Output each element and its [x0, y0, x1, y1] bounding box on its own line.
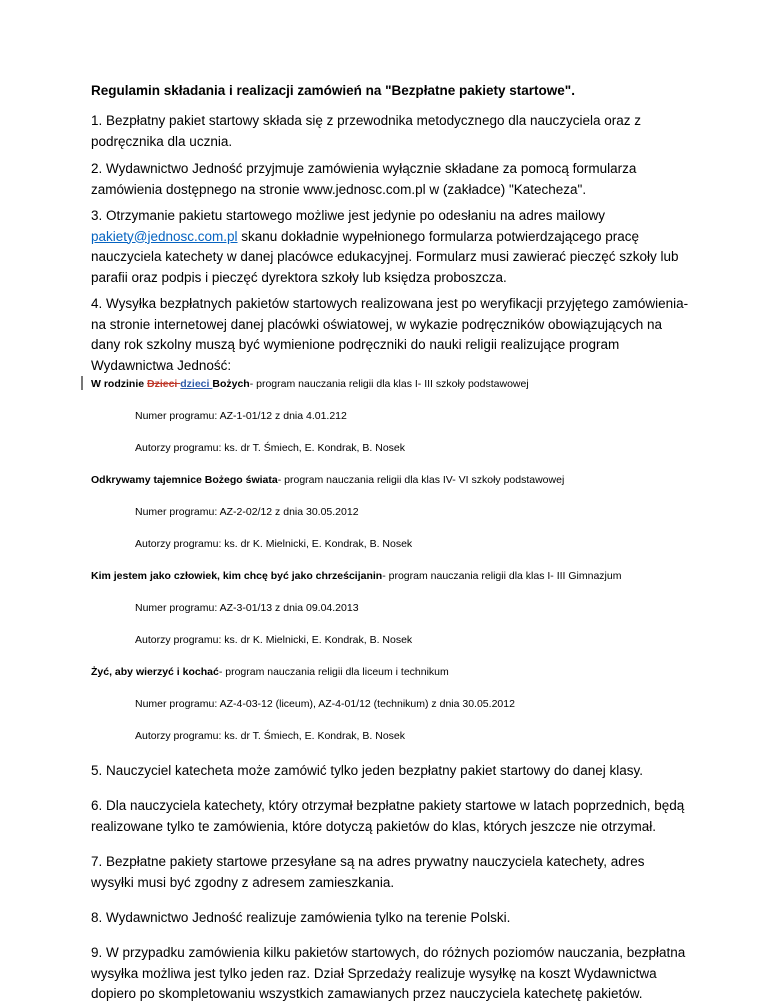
program-4-description: - program nauczania religii dla liceum i technikum: [218, 666, 449, 678]
paragraph-4: 4. Wysyłka bezpłatnych pakietów startowych realizowana jest po weryfikacji przyjętego zamówienia-na stronie internetowej danej placówki oświatowej, w wykazie podręczników obowiązujących na dany rok szkolny muszą być wymienione podręczniki do nauki religii realizujące program Wydawnictwa Jedność:: [91, 296, 689, 373]
program-2-heading: [91, 473, 564, 487]
track-change-bar: [81, 376, 83, 390]
program-2-description: - program nauczania religii dla klas IV- VI szkoły podstawowej: [277, 474, 565, 486]
email-link[interactable]: pakiety@jednosc.com.pl: [91, 228, 238, 244]
program-4-title: Żyć, aby wierzyć i kochać: [91, 666, 219, 678]
program-2-authors: Autorzy programu: ks. dr K. Mielnicki, E. Kondrak, B. Nosek: [135, 538, 413, 550]
paragraph-5: 5. Nauczyciel katecheta może zamówić tylko jeden bezpłatny pakiet startowy do danej klasy.: [91, 763, 644, 778]
program-3-authors: Autorzy programu: ks. dr K. Mielnicki, E. Kondrak, B. Nosek: [135, 634, 413, 646]
program-1-description: - program nauczania religii dla klas I- III szkoły podstawowej: [249, 378, 529, 390]
program-3-title: Kim jestem jako człowiek, kim chcę być jako chrześcijanin: [91, 570, 383, 582]
paragraph-3-text-before: 3. Otrzymanie pakietu startowego możliwe jest jedynie po odesłaniu na adres mailowy: [91, 208, 606, 223]
document-title: Regulamin składania i realizacji zamówień na "Bezpłatne pakiety startowe".: [91, 83, 575, 98]
program-1-title-deleted: Dzieci: [147, 378, 181, 390]
paragraph-6: 6. Dla nauczyciela katechety, który otrzymał bezpłatne pakiety startowe w latach poprzednich, będą realizowane tylko te zamówienia, które dotyczą pakietów do klas, których jeszcze nie otrzymał.: [91, 798, 685, 834]
paragraph-7: 7. Bezpłatne pakiety startowe przesyłane są na adres prywatny nauczyciela katechety, adres wysyłki musi być zgodny z adresem zamieszkania.: [91, 854, 645, 890]
program-4-authors: Autorzy programu: ks. dr T. Śmiech, E. Kondrak, B. Nosek: [135, 730, 405, 742]
program-2-number: Numer programu: AZ-2-02/12 z dnia 30.05.2012: [135, 506, 359, 518]
program-1-title-post: Bożych: [212, 378, 250, 390]
program-3-number: Numer programu: AZ-3-01/13 z dnia 09.04.2013: [135, 602, 359, 614]
program-1-number: Numer programu: AZ-1-01/12 z dnia 4.01.212: [135, 410, 347, 422]
program-1-heading: [91, 377, 529, 391]
paragraph-3: [91, 206, 689, 288]
paragraph-2: 2. Wydawnictwo Jedność przyjmuje zamówienia wyłącznie składane za pomocą formularza zamówienia dostępnego na stronie www.jednosc.com.pl w (zakładce) "Katecheza".: [91, 161, 637, 197]
program-4-number: Numer programu: AZ-4-03-12 (liceum), AZ-4-01/12 (technikum) z dnia 30.05.2012: [135, 698, 515, 710]
program-3-heading: [91, 569, 621, 583]
program-1-authors: Autorzy programu: ks. dr T. Śmiech, E. Kondrak, B. Nosek: [135, 442, 405, 454]
program-3-description: - program nauczania religii dla klas I- III Gimnazjum: [382, 570, 622, 582]
program-1-title-pre: W rodzinie: [91, 378, 147, 390]
paragraph-3-text-after: skanu dokładnie wypełnionego formularza potwierdzającego pracę nauczyciela katechety w danej placówce edukacyjnej. Formularz musi zawierać pieczęć szkoły lub parafii oraz podpis i pieczęć dyrektora szkoły lub księdza proboszcza.: [91, 228, 679, 285]
paragraph-9: 9. W przypadku zamówienia kilku pakietów startowych, do różnych poziomów nauczania, bezpłatna wysyłka możliwa jest tylko jeden raz. Dział Sprzedaży realizuje wysyłkę na koszt Wydawnictwa dopiero po skompletowaniu wszystkich zamawianych przez nauczyciela katechetę pakietów.: [91, 945, 686, 1001]
program-4-heading: [91, 665, 449, 679]
program-1-title-inserted: dzieci: [180, 378, 213, 390]
paragraph-8: 8. Wydawnictwo Jedność realizuje zamówienia tylko na terenie Polski.: [91, 910, 511, 925]
paragraph-1: 1. Bezpłatny pakiet startowy składa się z przewodnika metodycznego dla nauczyciela oraz z podręcznika dla ucznia.: [91, 113, 642, 149]
program-2-title: Odkrywamy tajemnice Bożego świata: [91, 474, 278, 486]
